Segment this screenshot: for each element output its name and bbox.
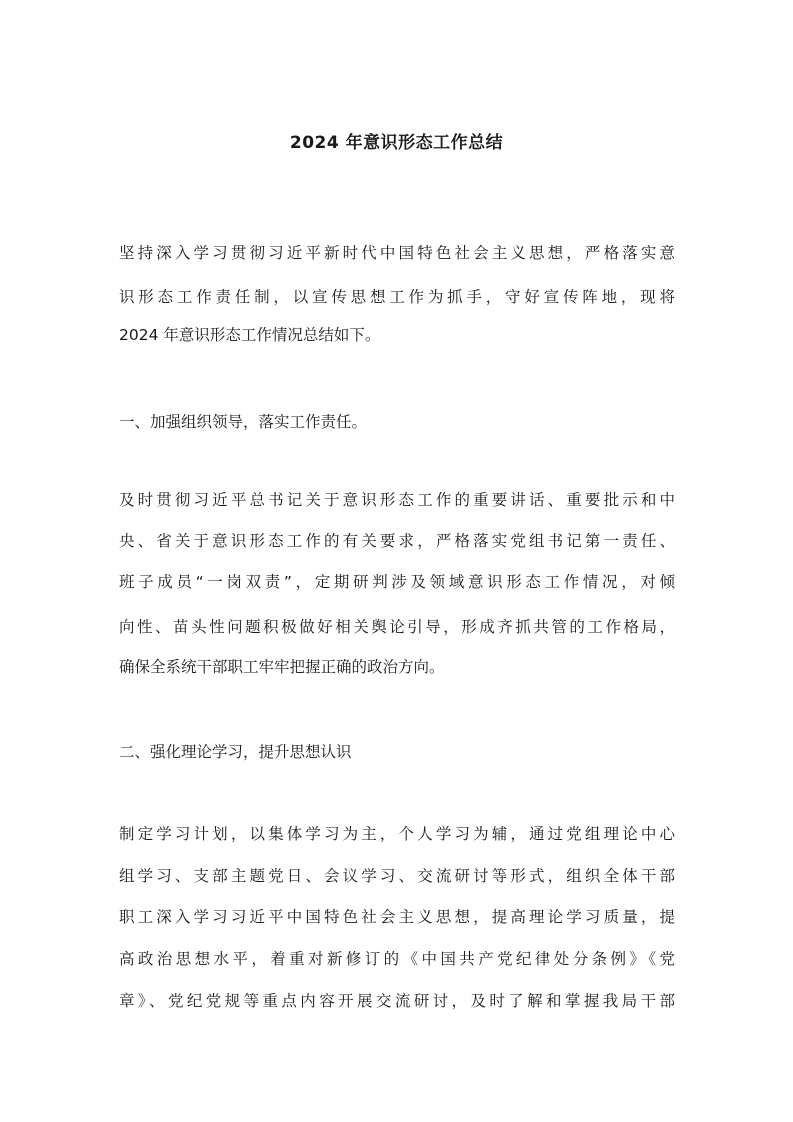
intro-line-1: 坚持深入学习贯彻习近平新时代中国特色社会主义思想，严格落实意	[119, 244, 675, 262]
section2-line-4: 高政治思想水平，着重对新修订的《中国共产党纪律处分条例》《党	[119, 950, 675, 968]
section2-line-2: 组学习、支部主题党日、会议学习、交流研讨等形式，组织全体干部	[119, 867, 675, 885]
section2-line-1: 制定学习计划，以集体学习为主，个人学习为辅，通过党组理论中心	[119, 825, 675, 843]
section2-heading: 二、强化理论学习，提升思想认识	[119, 743, 352, 761]
section2-line-5: 章》、党纪党规等重点内容开展交流研讨，及时了解和掌握我局干部	[119, 992, 675, 1010]
section1-line-3: 班子成员“一岗双责”，定期研判涉及领域意识形态工作情况，对倾	[119, 573, 675, 591]
intro-line-2: 识形态工作责任制，以宣传思想工作为抓手，守好宣传阵地，现将	[119, 288, 675, 306]
section1-heading: 一、加强组织领导，落实工作责任。	[119, 413, 368, 431]
section1-line-4: 向性、苗头性问题积极做好相关舆论引导，形成齐抓共管的工作格局，	[119, 618, 675, 636]
section2-line-3: 职工深入学习习近平中国特色社会主义思想，提高理论学习质量，提	[119, 908, 675, 926]
section1-line-5: 确保全系统干部职工牢牢把握正确的政治方向。	[119, 658, 445, 676]
document-title: 2024 年意识形态工作总结	[289, 133, 504, 153]
intro-line-3: 2024 年意识形态工作情况总结如下。	[119, 326, 381, 344]
section1-line-2: 央、省关于意识形态工作的有关要求，严格落实党组书记第一责任、	[119, 532, 675, 550]
section1-line-1: 及时贯彻习近平总书记关于意识形态工作的重要讲话、重要批示和中	[119, 491, 675, 509]
